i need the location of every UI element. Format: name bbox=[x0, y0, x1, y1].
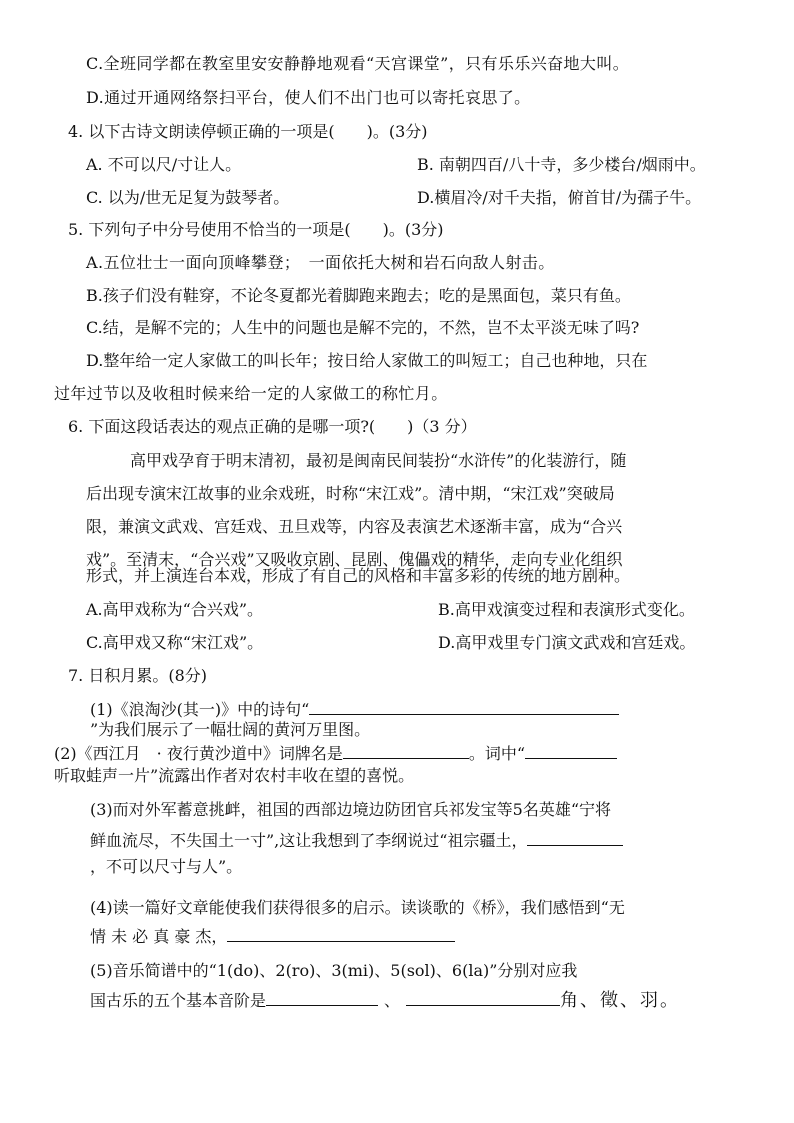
q5-option-d-line1: D.整年给一定人家做工的叫长年；按日给人家做工的叫短工；自己也种地，只在 bbox=[86, 351, 648, 370]
q7-item-3-text: 鲜血流尽，不失国土一寸”,这让我想到了李纲说过“祖宗疆土， bbox=[90, 831, 528, 850]
q7-item-5-sep: 、 bbox=[384, 991, 401, 1010]
q7-item-4-line2 bbox=[90, 926, 455, 947]
q5-option-d-line2: 过年过节以及收租时候来给一定的人家做工的称忙月。 bbox=[54, 384, 448, 403]
q7-item-3-line2 bbox=[90, 830, 623, 851]
q3-option-c: C.全班同学都在教室里安安静静地观看“天宫课堂”，只有乐乐兴奋地大叫。 bbox=[86, 54, 630, 73]
q4-option-b: B. 南朝四百/八十寺，多少楼台/烟雨中。 bbox=[417, 155, 706, 174]
q7-stem: 7. 日积月累。(8分) bbox=[68, 666, 208, 685]
q6-passage-line: 限，兼演文武戏、宫廷戏、丑旦戏等，内容及表演艺术逐渐丰富，成为“合兴 bbox=[86, 517, 623, 536]
blank-field[interactable] bbox=[525, 743, 617, 759]
q7-item-1-text: (1)《浪淘沙(其一)》中的诗句“ bbox=[90, 700, 310, 719]
q6-passage-line: 高甲戏孕育于明末清初，最初是闽南民间装扮“水浒传”的化装游行，随 bbox=[130, 451, 627, 470]
q3-option-d: D.通过开通网络祭扫平台，使人们不出门也可以寄托哀思了。 bbox=[86, 88, 531, 107]
q4-stem: 4. 以下古诗文朗读停顿正确的一项是( )。(3分) bbox=[68, 122, 428, 141]
blank-field[interactable] bbox=[227, 926, 455, 942]
q4-option-a: A. 不可以尺/寸让人。 bbox=[86, 155, 242, 174]
q7-item-2-mid: 。词中“ bbox=[468, 744, 526, 763]
q7-item-5-text: 国古乐的五个基本音阶是 bbox=[90, 991, 267, 1010]
q6-option-c: C.高甲戏又称“宋江戏”。 bbox=[86, 633, 264, 652]
q4-option-d: D.横眉冷/对千夫指，俯首甘/为孺子牛。 bbox=[417, 188, 702, 207]
q7-item-4-line1: (4)读一篇好文章能使我们获得很多的启示。读谈歌的《桥》，我们感悟到“无 bbox=[90, 898, 625, 917]
blank-field[interactable] bbox=[406, 990, 560, 1006]
q6-stem: 6. 下面这段话表达的观点正确的是哪一项?( )（3 分） bbox=[68, 417, 477, 436]
blank-field[interactable] bbox=[527, 830, 623, 846]
q7-item-2-text: (2)《西江月 · 夜行黄沙道中》词牌名是 bbox=[54, 744, 343, 763]
q7-item-5-end: 角、徵、羽。 bbox=[560, 990, 681, 1011]
blank-field[interactable] bbox=[343, 743, 469, 759]
q7-item-2-end: 听取蛙声一片”流露出作者对农村丰收在望的喜悦。 bbox=[54, 766, 415, 785]
q7-item-3-line1: (3)而对外军蓄意挑衅，祖国的西部边境边防团官兵祁发宝等5名英雄“宁将 bbox=[90, 800, 612, 819]
q6-option-a: A.高甲戏称为“合兴戏”。 bbox=[86, 600, 264, 619]
q7-item-2 bbox=[54, 743, 617, 764]
q4-option-c: C. 以为/世无足复为鼓琴者。 bbox=[86, 188, 290, 207]
q6-passage-line: 后出现专演宋江故事的业余戏班，时称“宋江戏”。清中期，“宋江戏”突破局 bbox=[86, 484, 615, 503]
q6-option-d: D.高甲戏里专门演文武戏和宫廷戏。 bbox=[438, 633, 696, 652]
q7-item-3-end: ，不可以尺寸与人”。 bbox=[90, 857, 243, 876]
blank-field[interactable] bbox=[266, 990, 378, 1006]
q6-passage-line: 形式，并上演连台本戏，形成了有自己的风格和丰富多彩的传统的地方剧种。 bbox=[86, 566, 631, 585]
blank-field[interactable] bbox=[309, 699, 619, 715]
q5-option-b: B.孩子们没有鞋穿，不论冬夏都光着脚跑来跑去；吃的是黑面包，菜只有鱼。 bbox=[86, 286, 631, 305]
q7-item-5-line1: (5)音乐简谱中的“1(do)、2(ro)、3(mi)、5(sol)、6(la)”分别对应我 bbox=[90, 961, 578, 980]
q6-passage-line: 戏”。至清末，“合兴戏”又吸收京剧、昆剧、傀儡戏的精华，走向专业化组织 bbox=[86, 550, 623, 569]
q5-option-a: A.五位壮士一面向顶峰攀登； 一面依托大树和岩石向敌人射击。 bbox=[86, 253, 555, 272]
q7-item-4-text: 情 未 必 真 豪 杰， bbox=[90, 927, 228, 946]
q7-item-1-end: ”为我们展示了一幅壮阔的黄河万里图。 bbox=[90, 720, 371, 739]
q5-option-c: C.结，是解不完的；人生中的问题也是解不完的，不然，岂不太平淡无味了吗? bbox=[86, 318, 640, 337]
q7-item-1 bbox=[90, 699, 619, 720]
q7-item-5-line2 bbox=[90, 990, 680, 1011]
q6-option-b: B.高甲戏演变过程和表演形式变化。 bbox=[438, 600, 695, 619]
q5-stem: 5. 下列句子中分号使用不恰当的一项是( )。(3分) bbox=[68, 220, 444, 239]
